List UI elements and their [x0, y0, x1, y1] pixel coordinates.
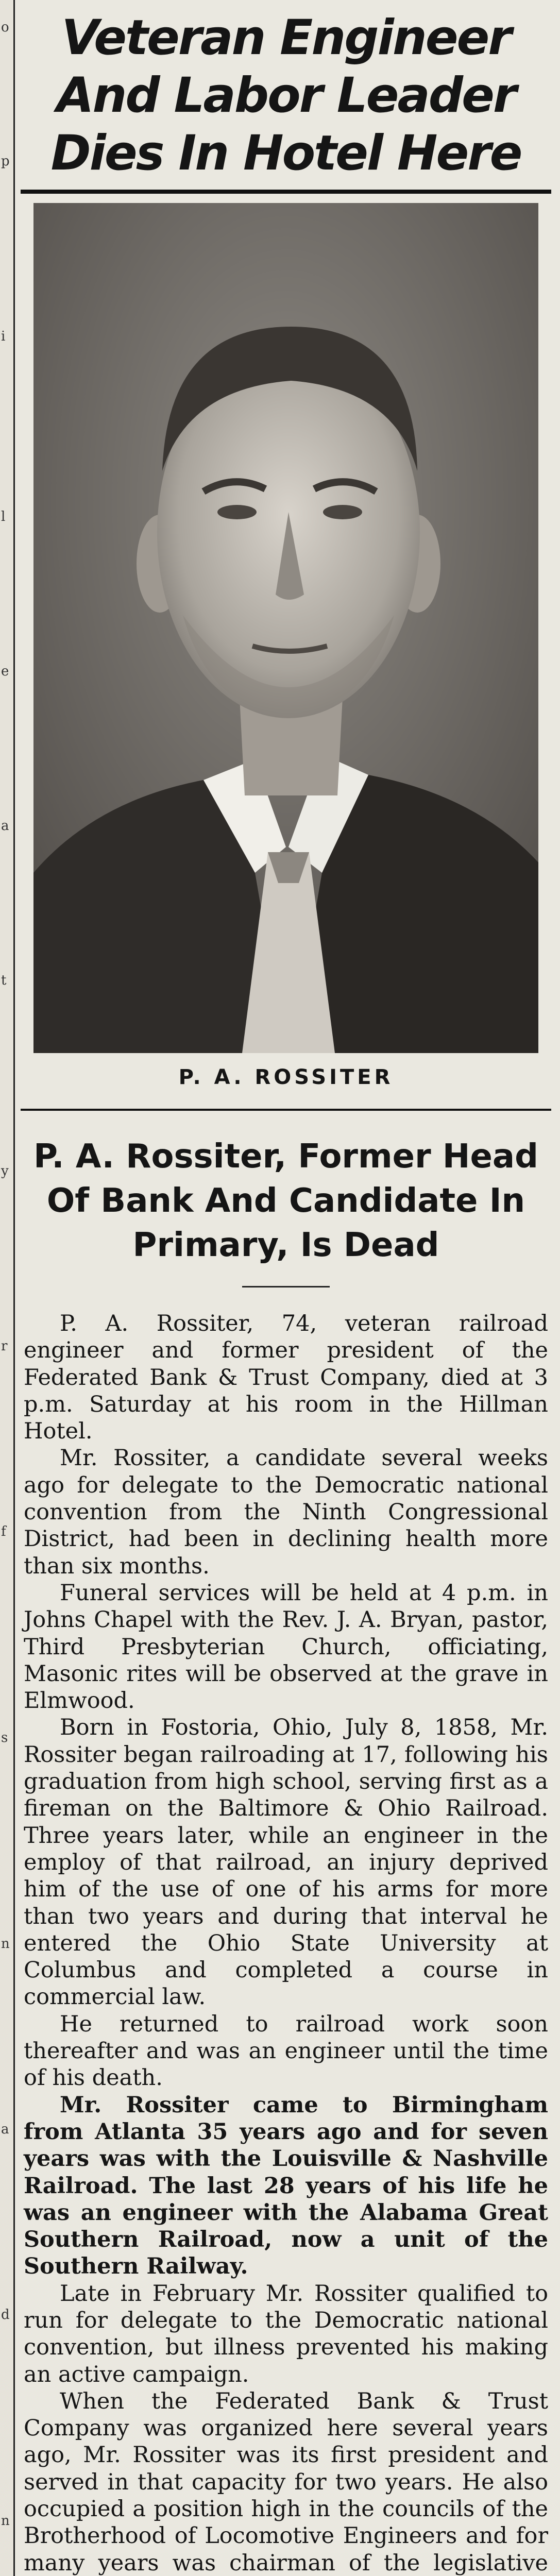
subheadline-line: P. A. Rossiter, Former Head: [33, 1138, 538, 1176]
photo-caption: P. A. ROSSITER: [178, 1065, 394, 1089]
margin-fragment: n: [1, 1936, 10, 1952]
body-paragraph: He returned to railroad work soon thereafter and was an engineer until the time of his death.: [24, 2011, 548, 2091]
margin-fragment: a: [1, 2122, 9, 2137]
margin-fragment: f: [1, 1524, 6, 1539]
margin-fragment: l: [1, 509, 6, 524]
margin-fragment: i: [1, 329, 6, 344]
margin-fragment: d: [1, 2307, 10, 2323]
subheadline-line: Of Bank And Candidate In: [46, 1182, 525, 1220]
margin-fragment: n: [1, 2513, 10, 2529]
adjacent-column-edge: [0, 0, 15, 2576]
article-body: [24, 1310, 548, 2576]
headline-line: And Labor Leader: [56, 67, 516, 124]
margin-fragment: r: [1, 1338, 8, 1354]
subheadline: [21, 1134, 551, 1267]
subheadline-line: Primary, Is Dead: [132, 1226, 439, 1264]
margin-fragment: s: [1, 1730, 8, 1745]
body-paragraph: When the Federated Bank & Trust Company was organized here several years ago, Mr. Rossiter was its first president and served in that capacity for two years. He also occupied a position high in the councils of the Brotherhood of Locomotive Engineers and for many years was chairman of the legislative: [24, 2388, 548, 2576]
headline: [21, 9, 551, 182]
obituary-article: [21, 0, 551, 2576]
margin-fragment: y: [1, 1163, 9, 1179]
margin-fragment: e: [1, 664, 9, 679]
headline-line: Veteran Engineer: [61, 10, 511, 66]
portrait-photo: [33, 203, 538, 1053]
margin-fragment: t: [1, 973, 7, 988]
body-paragraph: Funeral services will be held at 4 p.m. in Johns Chapel with the Rev. J. A. Bryan, pastor, Third Presbyterian Church, officiating, Masonic rites will be observed at the grave in Elmwood.: [24, 1580, 548, 1714]
body-paragraph: P. A. Rossiter, 74, veteran railroad engineer and former president of the Federated Bank & Trust Company, died at 3 p.m. Saturday at his room in the Hillman Hotel.: [24, 1311, 548, 1445]
margin-fragment: p: [1, 154, 10, 169]
headline-line: Dies In Hotel Here: [50, 125, 521, 181]
margin-fragment: a: [1, 818, 9, 834]
short-divider: [242, 1286, 330, 1287]
body-paragraph: Mr. Rossiter, a candidate several weeks ago for delegate to the Democratic national convention from the Ninth Congressional District, had been in declining health more than six months.: [24, 1445, 548, 1579]
portrait-illustration: [33, 203, 538, 1053]
headline-rule: [21, 190, 551, 194]
margin-fragment: o: [1, 20, 9, 35]
body-paragraph: Born in Fostoria, Ohio, July 8, 1858, Mr. Rossiter began railroading at 17, following his graduation from high school, serving first as a fireman on the Baltimore & Ohio Railroad. Three years later, while an engineer in the employ of that railroad, an injury deprived him of the use of one of his arms for more than two years and during that interval he entered the Ohio State University at Columbus and completed a course in commercial law.: [24, 1715, 548, 2010]
body-paragraph: Mr. Rossiter came to Birmingham from Atlanta 35 years ago and for seven years was with the Louisville & Nashville Railroad. The last 28 years of his life he was an engineer with the Alabama Great Southern Railroad, now a unit of the Southern Railway.: [24, 2092, 548, 2280]
section-rule: [21, 1109, 551, 1111]
body-paragraph: Late in February Mr. Rossiter qualified to run for delegate to the Democratic national convention, but illness prevented his making an active campaign.: [24, 2280, 548, 2387]
